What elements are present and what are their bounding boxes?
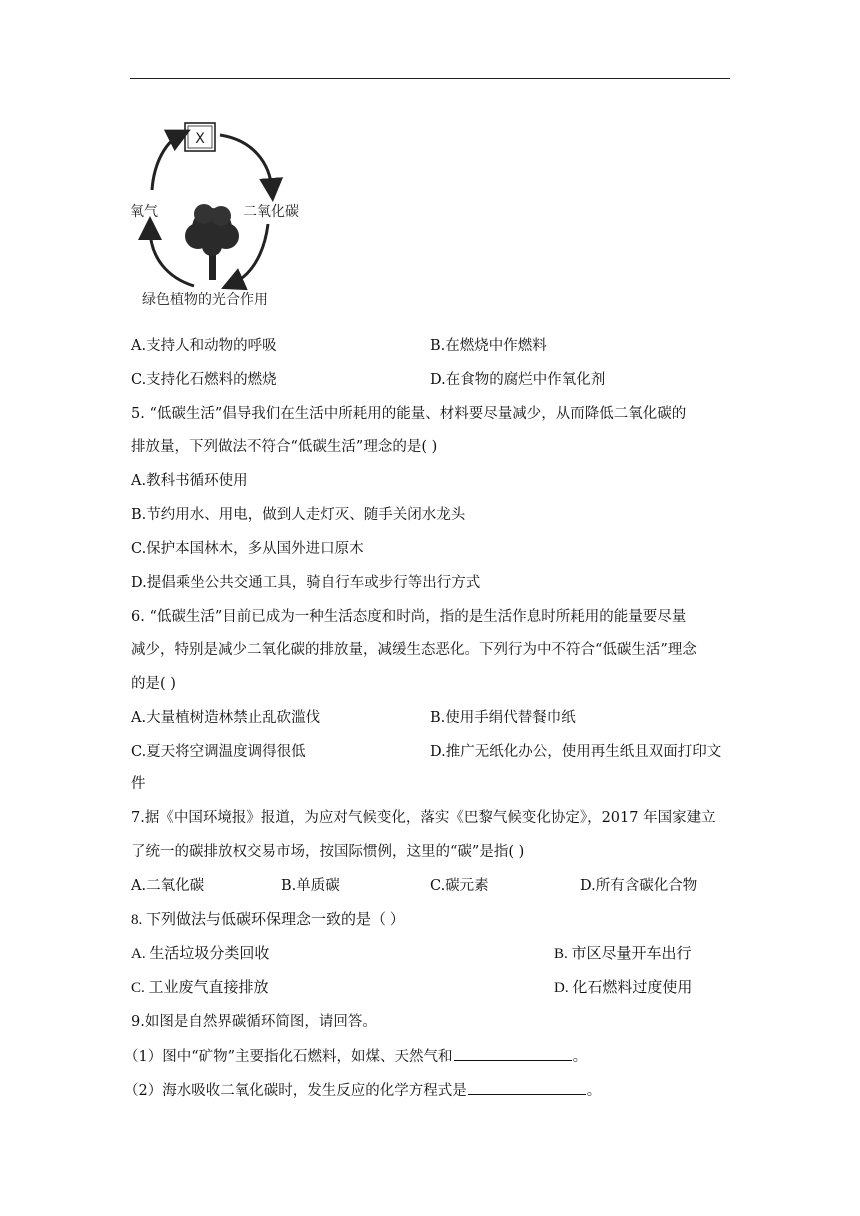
diagram-caption: 绿色植物的光合作用	[142, 292, 268, 308]
q7-option-b: B.单质碳	[281, 878, 340, 894]
q8-option-d: D. 化石燃料过度使用	[554, 980, 693, 996]
q6-stem-line-2: 减少，特别是减少二氧化碳的排放量，减缓生态恶化。下列行为中不符合“低碳生活”理念	[131, 642, 697, 658]
answer-blank-1[interactable]	[454, 1046, 572, 1061]
q4-option-c: C.支持化石燃料的燃烧	[131, 372, 277, 388]
q5-option-d: D.提倡乘坐公共交通工具，骑自行车或步行等出行方式	[131, 575, 481, 591]
co2-label: 二氧化碳	[243, 204, 299, 220]
q9-sub1-text: （1）图中“矿物”主要指化石燃料，如煤、天然气和	[124, 1049, 453, 1065]
q4-option-b: B.在燃烧中作燃料	[430, 338, 547, 354]
q6-stem-line-3: 的是( )	[131, 676, 176, 692]
q5-stem-line-1: 5. “低碳生活”倡导我们在生活中所耗用的能量、材料要尽量减少，从而降低二氧化碳的	[131, 406, 687, 422]
q6-option-b: B.使用手绢代替餐巾纸	[430, 710, 576, 726]
arrow-x-to-co2	[220, 135, 272, 190]
q7-stem-line-1: 7.据《中国环境报》报道，为应对气候变化，落实《巴黎气候变化协定》，2017 年国家建立	[131, 810, 716, 826]
tree-icon	[185, 204, 239, 280]
q7-option-a: A.二氧化碳	[131, 878, 205, 894]
oxygen-label: 氧气	[130, 204, 158, 220]
q6-option-d-continued: 件	[131, 776, 146, 792]
arrow-o2-to-x	[152, 135, 180, 190]
q5-stem-line-2: 排放量，下列做法不符合“低碳生活”理念的是( )	[131, 439, 438, 455]
q5-option-c: C.保护本国林木，多从国外进口原木	[131, 541, 364, 557]
q9-stem: 9.如图是自然界碳循环简图，请回答。	[131, 1014, 377, 1030]
photosynthesis-cycle-diagram	[128, 118, 314, 312]
q9-sub-question-2	[124, 1080, 601, 1101]
q9-sub2-end: 。	[586, 1083, 602, 1099]
q6-option-a: A.大量植树造林禁止乱砍滥伐	[131, 710, 321, 726]
q5-option-a: A.教科书循环使用	[131, 473, 248, 489]
q8-stem: 8. 下列做法与低碳环保理念一致的是（ ）	[131, 912, 405, 928]
q8-option-c: C. 工业废气直接排放	[131, 980, 269, 996]
q6-stem-line-1: 6. “低碳生活”目前已成为一种生活态度和时尚，指的是生活作息时所耗用的能量要尽量	[131, 609, 687, 625]
q6-option-c: C.夏天将空调温度调得很低	[131, 744, 306, 760]
q5-option-b: B.节约用水、用电，做到人走灯灭、随手关闭水龙头	[131, 507, 466, 523]
q9-sub2-text: （2）海水吸收二氧化碳时，发生反应的化学方程式是	[124, 1083, 467, 1099]
x-box-label: X	[195, 131, 205, 147]
header-rule	[130, 78, 730, 79]
q4-option-a: A.支持人和动物的呼吸	[131, 338, 277, 354]
q7-option-d: D.所有含碳化合物	[580, 878, 698, 894]
q7-option-c: C.碳元素	[430, 878, 489, 894]
q9-sub-question-1	[124, 1046, 587, 1067]
q8-option-b: B. 市区尽量开车出行	[554, 946, 692, 962]
q6-option-d: D.推广无纸化办公，使用再生纸且双面打印文	[430, 744, 722, 760]
q4-option-d: D.在食物的腐烂中作氧化剂	[430, 372, 606, 388]
q7-stem-line-2: 了统一的碳排放权交易市场，按国际惯例，这里的“碳”是指( )	[131, 844, 525, 860]
q8-option-a: A. 生活垃圾分类回收	[131, 946, 270, 962]
answer-blank-2[interactable]	[468, 1080, 586, 1095]
q9-sub1-end: 。	[572, 1049, 588, 1065]
